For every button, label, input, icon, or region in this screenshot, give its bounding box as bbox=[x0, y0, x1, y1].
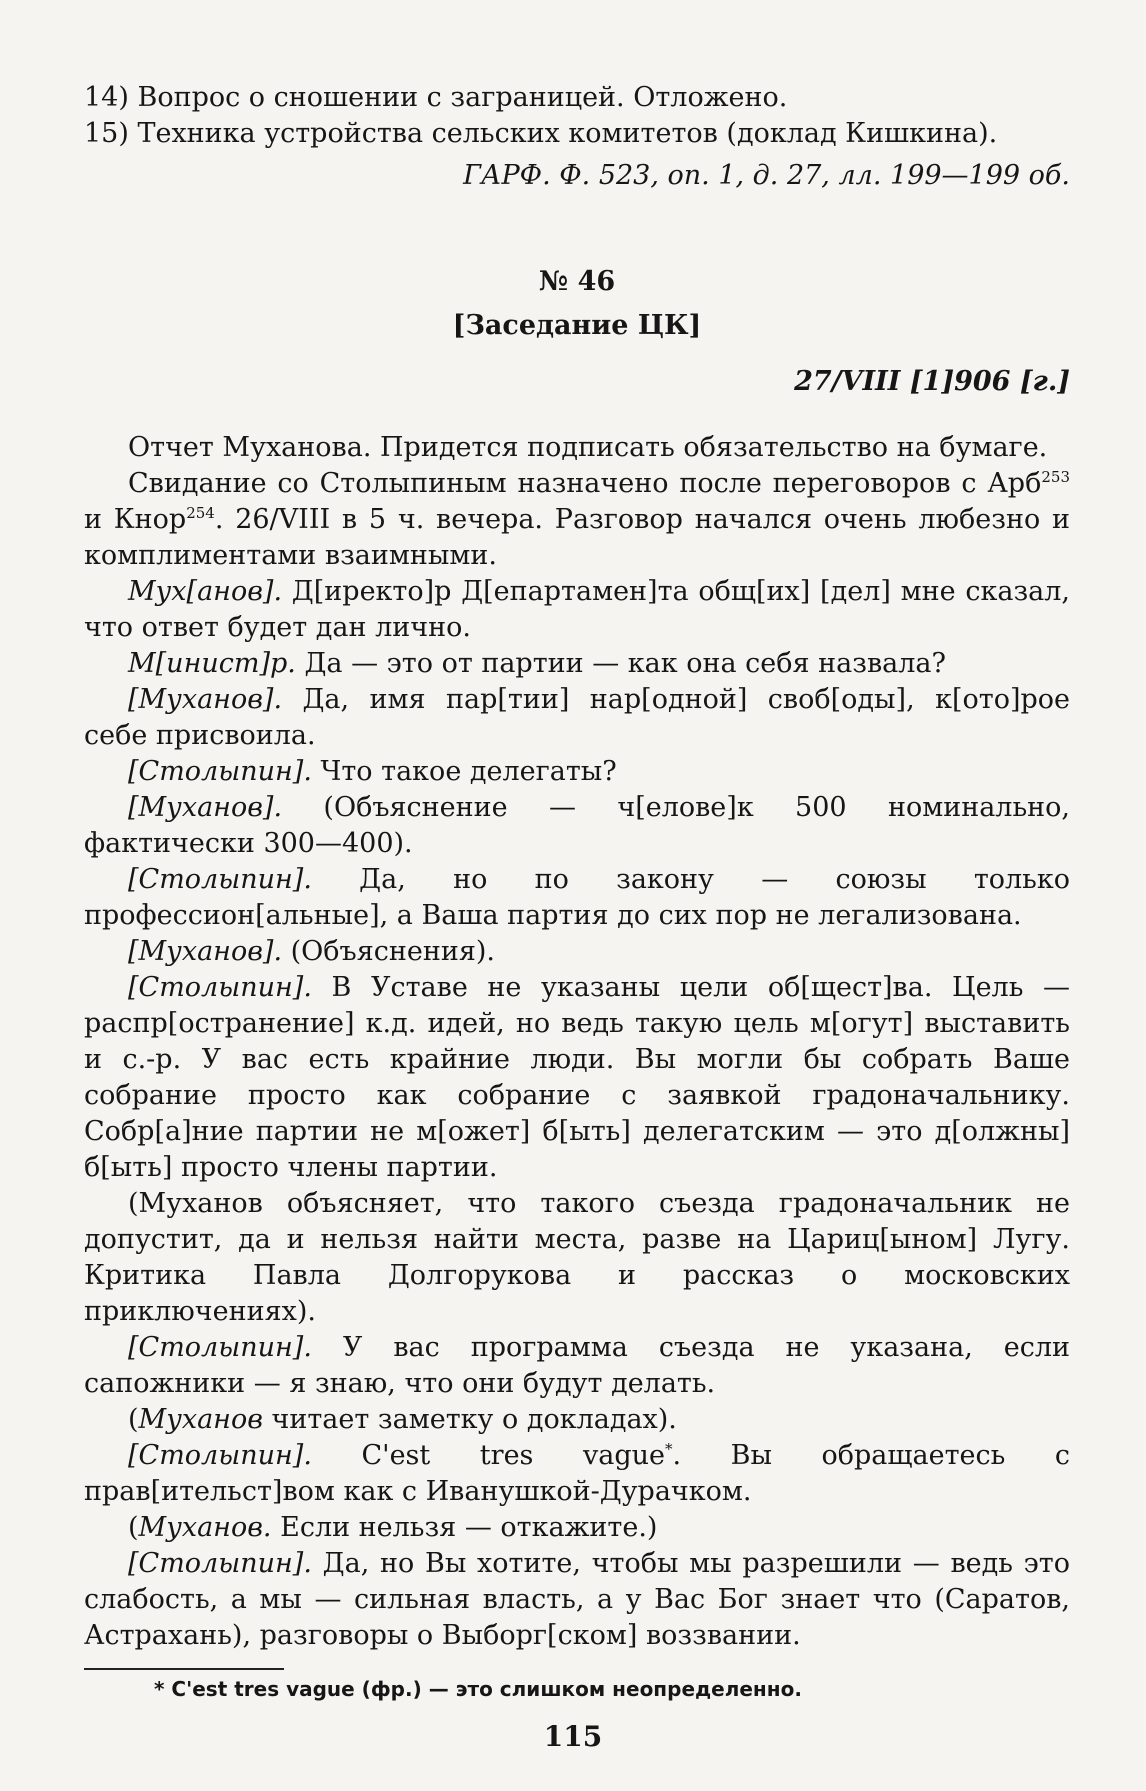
footnote-marker: * bbox=[664, 1440, 673, 1458]
text: Да, но Вы хотите, чтобы мы разрешили — ведь это слабость, а мы — сильная власть, а у Вас Бог знает что (Саратов, Астрахань), разговоры о Выборг[ском] воззвании. bbox=[84, 1548, 1070, 1651]
document-date: 27/VIII [1]906 [г.] bbox=[794, 366, 1070, 397]
speaker: [Муханов]. bbox=[128, 684, 283, 715]
text: C'est tres vague bbox=[311, 1440, 665, 1471]
paragraph bbox=[84, 646, 1070, 682]
archive-source: ГАРФ. Ф. 523, оп. 1, д. 27, лл. 199—199 об. bbox=[463, 160, 1070, 191]
agenda-item-15: 15) Техника устройства сельских комитетов (доклад Кишкина). bbox=[84, 118, 998, 149]
text: . Вы обращаетесь с прав[ительст]вом как с Иванушкой-Дурачком. bbox=[84, 1440, 1070, 1507]
document-page bbox=[84, 80, 1070, 1702]
text: Да, имя пар[тии] нар[одной] своб[оды], к[ото]рое себе присвоила. bbox=[84, 684, 1070, 751]
footnote-divider bbox=[84, 1668, 284, 1670]
agenda-item-14: 14) Вопрос о сношении с заграницей. Отложено. bbox=[84, 82, 788, 113]
speaker: [Столыпин]. bbox=[128, 756, 312, 787]
text: . 26/VIII в 5 ч. вечера. Разговор начался очень любезно и комплиментами взаимными. bbox=[84, 504, 1070, 571]
text: и Кнор bbox=[84, 504, 187, 535]
paragraph: Отчет Муханова. Придется подписать обязательство на бумаге. bbox=[128, 432, 1048, 463]
document-title: [Заседание ЦК] bbox=[452, 310, 702, 341]
paragraph bbox=[84, 754, 1070, 790]
document-number: № 46 bbox=[538, 266, 616, 297]
page-number: 115 bbox=[543, 1720, 603, 1753]
text: У вас программа съезда не указана, если сапожники — я знаю, что они будут делать. bbox=[84, 1332, 1070, 1399]
text: (Объяснения). bbox=[282, 936, 496, 967]
paragraph bbox=[84, 1546, 1070, 1654]
paragraph bbox=[84, 970, 1070, 1186]
text: Если нельзя — откажите.) bbox=[271, 1512, 658, 1543]
paragraph bbox=[84, 1438, 1070, 1510]
footnote-ref: 254 bbox=[186, 504, 215, 522]
paragraph bbox=[84, 574, 1070, 646]
speaker: Муханов bbox=[138, 1404, 263, 1435]
paragraph bbox=[84, 466, 1070, 574]
speaker: [Столыпин]. bbox=[128, 972, 312, 1003]
paragraph bbox=[84, 1402, 1070, 1438]
text: Да, но по закону — союзы только профессион[альные], а Ваша партия до сих пор не легализована. bbox=[84, 864, 1070, 931]
speaker: [Столыпин]. bbox=[128, 864, 312, 895]
text: (Объяснение — ч[елове]к 500 номинально, фактически 300—400). bbox=[84, 792, 1070, 859]
speaker: [Столыпин]. bbox=[128, 1332, 312, 1363]
paragraph bbox=[84, 1510, 1070, 1546]
text: Да — это от партии — как она себя назвала? bbox=[295, 648, 946, 679]
text: Свидание со Столыпиным назначено после переговоров с Арб bbox=[128, 468, 1042, 499]
speaker: Мух[анов]. bbox=[128, 576, 283, 607]
footnote-ref: 253 bbox=[1041, 468, 1070, 486]
text: читает заметку о докладах). bbox=[262, 1404, 677, 1435]
paragraph bbox=[84, 934, 1070, 970]
paragraph bbox=[84, 682, 1070, 754]
document-body bbox=[84, 430, 1070, 1654]
speaker: Муханов. bbox=[138, 1512, 272, 1543]
text: Д[иректо]р Д[епартамен]та общ[их] [дел] мне сказал, что ответ будет дан лично. bbox=[84, 576, 1070, 643]
paragraph bbox=[84, 862, 1070, 934]
text: ( bbox=[128, 1404, 139, 1435]
speaker: [Столыпин]. bbox=[128, 1440, 312, 1471]
paragraph bbox=[84, 790, 1070, 862]
speaker: [Муханов]. bbox=[128, 936, 283, 967]
paragraph bbox=[84, 1330, 1070, 1402]
speaker: М[инист]р. bbox=[128, 648, 296, 679]
speaker: [Муханов]. bbox=[128, 792, 283, 823]
text: В Уставе не указаны цели об[щест]ва. Цель — распр[остранение] к.д. идей, но ведь такую цель м[огут] выставить и с.-р. У вас есть крайние люди. Вы могли бы собрать Ваше собрание просто как собрание с заявкой градоначальнику. Собр[а]ние партии не м[ожет] б[ыть] делегатским — это д[олжны] б[ыть] просто члены партии. bbox=[84, 972, 1070, 1183]
text: Что такое делегаты? bbox=[311, 756, 617, 787]
footnote: * C'est tres vague (фр.) — это слишком неопределенно. bbox=[154, 1677, 802, 1701]
speaker: [Столыпин]. bbox=[128, 1548, 312, 1579]
paragraph: (Муханов объясняет, что такого съезда градоначальник не допустит, да и нельзя найти места, разве на Цариц[ыном] Лугу. Критика Павла Долгорукова и рассказ о московских приключениях). bbox=[84, 1188, 1070, 1327]
text: ( bbox=[128, 1512, 139, 1543]
